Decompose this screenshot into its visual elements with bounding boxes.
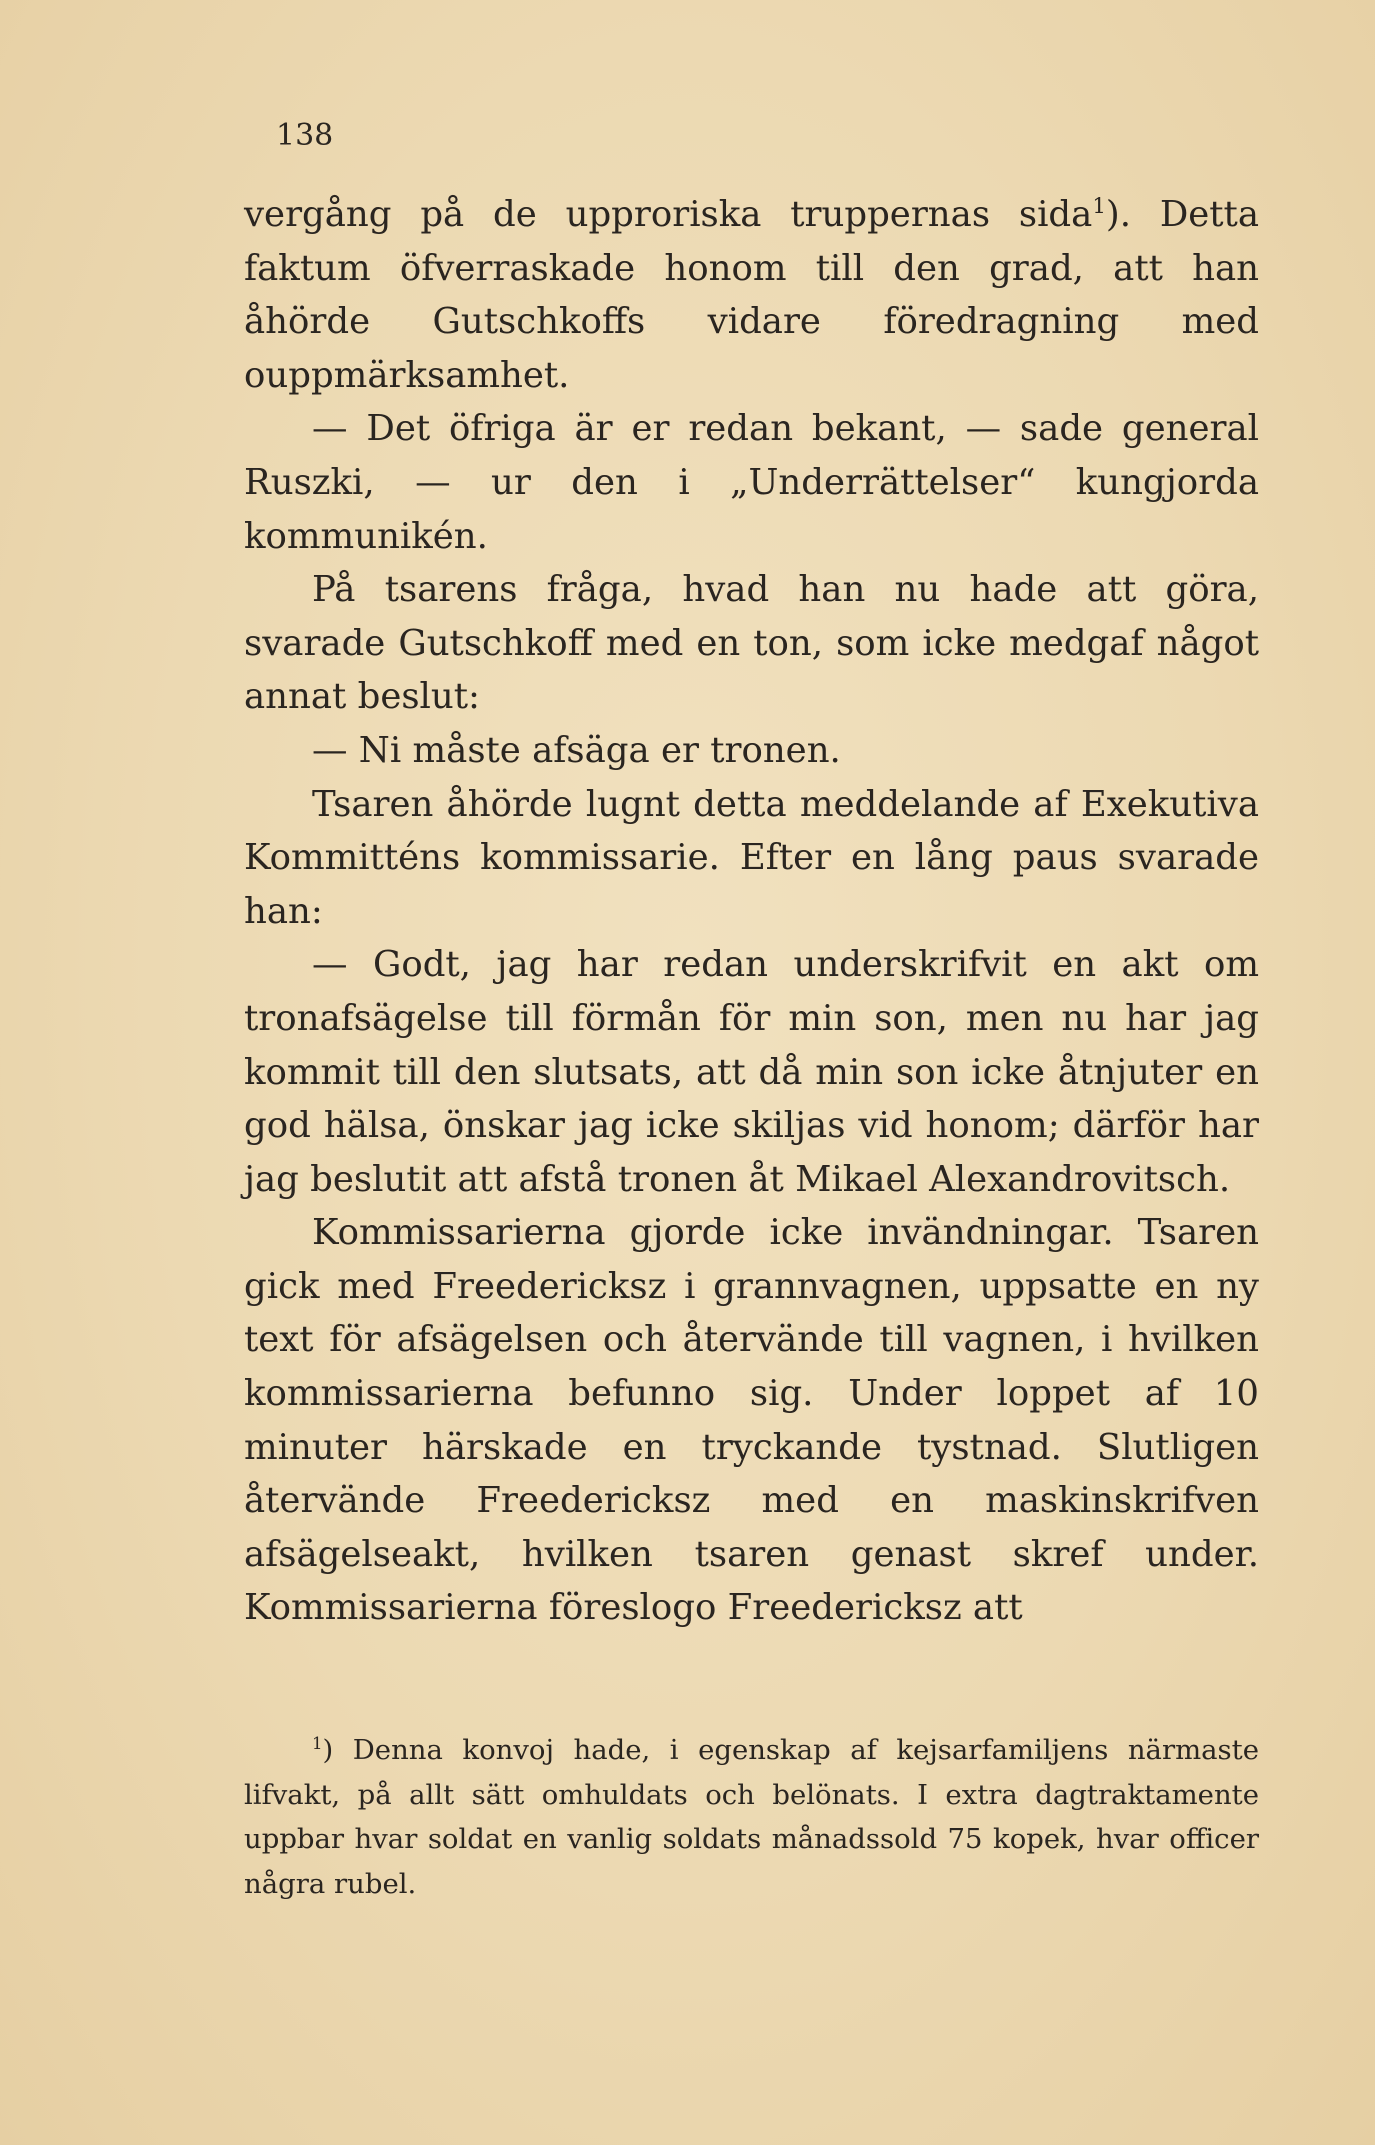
footnote-1 bbox=[244, 1728, 1259, 1906]
paragraph-text: vergång på de upproriska truppernas sida bbox=[244, 194, 1093, 235]
paragraph-3: På tsarens fråga, hvad han nu hade att göra, svarade Gutschkoff med en ton, som icke medgaf något annat beslut: bbox=[244, 569, 1259, 718]
paragraph-text-continued: ). Detta faktum öfverraskade honom till den grad, att han åhörde Gutschkoffs vidare föredragning med ouppmärksamhet. bbox=[244, 194, 1259, 396]
paragraph-4: — Ni måste afsäga er tronen. bbox=[312, 729, 841, 771]
paragraph-5: Tsaren åhörde lugnt detta meddelande af Exekutiva Kommitténs kommissarie. Efter en lång paus svarade han: bbox=[244, 783, 1259, 932]
footnote-reference: 1 bbox=[1092, 194, 1106, 220]
footnote-marker: 1 bbox=[312, 1733, 323, 1753]
paragraph-2: — Det öfriga är er redan bekant, — sade general Ruszki, — ur den i „Underrättelser“ kungjorda kommunikén. bbox=[244, 408, 1259, 557]
footnote-text: ) Denna konvoj hade, i egenskap af kejsarfamiljens närmaste lifvakt, på allt sätt omhuldats och belönats. I extra dagtraktamente uppbar hvar soldat en vanlig soldats månadssold 75 kopek, hvar officer några rubel. bbox=[244, 1734, 1259, 1900]
body-text bbox=[244, 188, 1259, 1635]
paragraph-7: Kommissarierna gjorde icke invändningar. Tsaren gick med Freedericksz i grannvagnen, uppsatte en ny text för afsägelsen och återvände till vagnen, i hvilken kommissarierna befunno sig. Under loppet af 10 minuter härskade en tryckande tystnad. Slutligen återvände Freedericksz med en maskinskrifven afsägelseakt, hvilken tsaren genast skref under. Kommissarierna föreslogo Freedericksz att bbox=[244, 1212, 1259, 1629]
paragraph-1 bbox=[244, 188, 1259, 402]
footnotes bbox=[244, 1728, 1259, 1906]
paragraph-6: — Godt, jag har redan underskrifvit en akt om tronafsägelse till förmån för min son, men nu har jag kommit till den slutsats, att då min son icke åtnjuter en god hälsa, önskar jag icke skiljas vid honom; därför har jag beslutit att afstå tronen åt Mikael Alexandrovitsch. bbox=[244, 944, 1259, 1200]
page-number: 138 bbox=[276, 118, 334, 153]
